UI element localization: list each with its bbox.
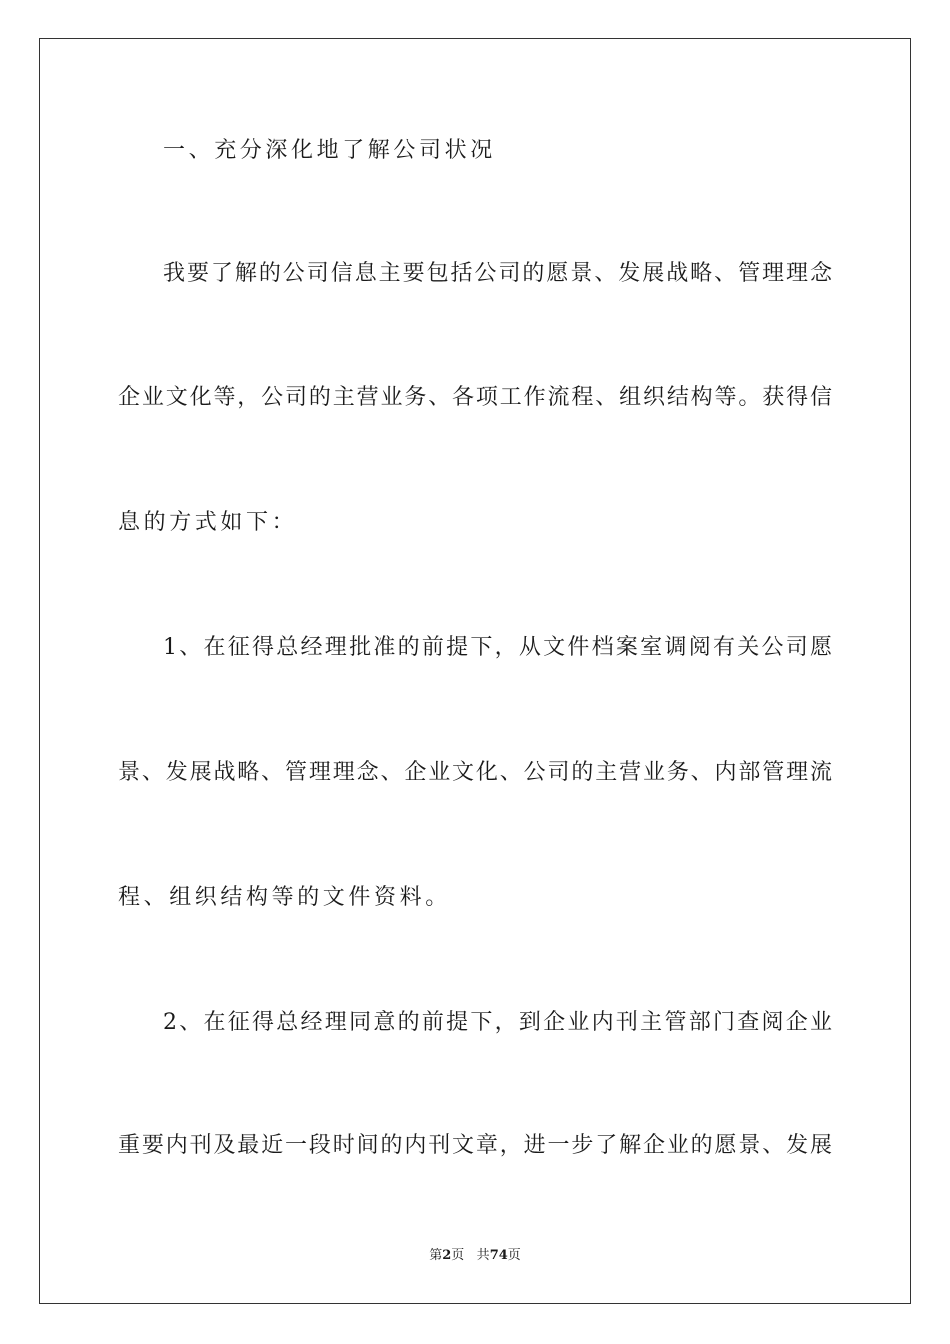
paragraph-1-line-2: 企业文化等，公司的主营业务、各项工作流程、组织结构等。获得信: [118, 385, 832, 410]
paragraph-1-line-1: 我要了解的公司信息主要包括公司的愿景、发展战略、管理理念: [163, 261, 832, 286]
page-suffix: 页: [451, 1248, 465, 1263]
section-heading: 一、充分深化地了解公司状况: [163, 138, 496, 163]
page-border: [39, 38, 911, 1304]
item-1-line-1: 1、在征得总经理批准的前提下，从文件档案室调阅有关公司愿: [163, 635, 832, 660]
paragraph-1-line-3: 息的方式如下：: [118, 510, 298, 535]
item-2-line-2: 重要内刊及最近一段时间的内刊文章，进一步了解企业的愿景、发展: [118, 1133, 832, 1158]
page-prefix: 第: [429, 1248, 443, 1263]
item-1-line-2: 景、发展战略、管理理念、企业文化、公司的主营业务、内部管理流: [118, 760, 832, 785]
item-2-line-1: 2、在征得总经理同意的前提下，到企业内刊主管部门查阅企业: [163, 1010, 832, 1035]
page-footer: [0, 1247, 950, 1265]
item-1-line-3: 程、组织结构等的文件资料。: [118, 885, 451, 910]
total-prefix: 共: [476, 1248, 490, 1263]
page-number: 2: [442, 1248, 452, 1263]
total-pages: 74: [489, 1248, 508, 1263]
total-suffix: 页: [507, 1248, 521, 1263]
